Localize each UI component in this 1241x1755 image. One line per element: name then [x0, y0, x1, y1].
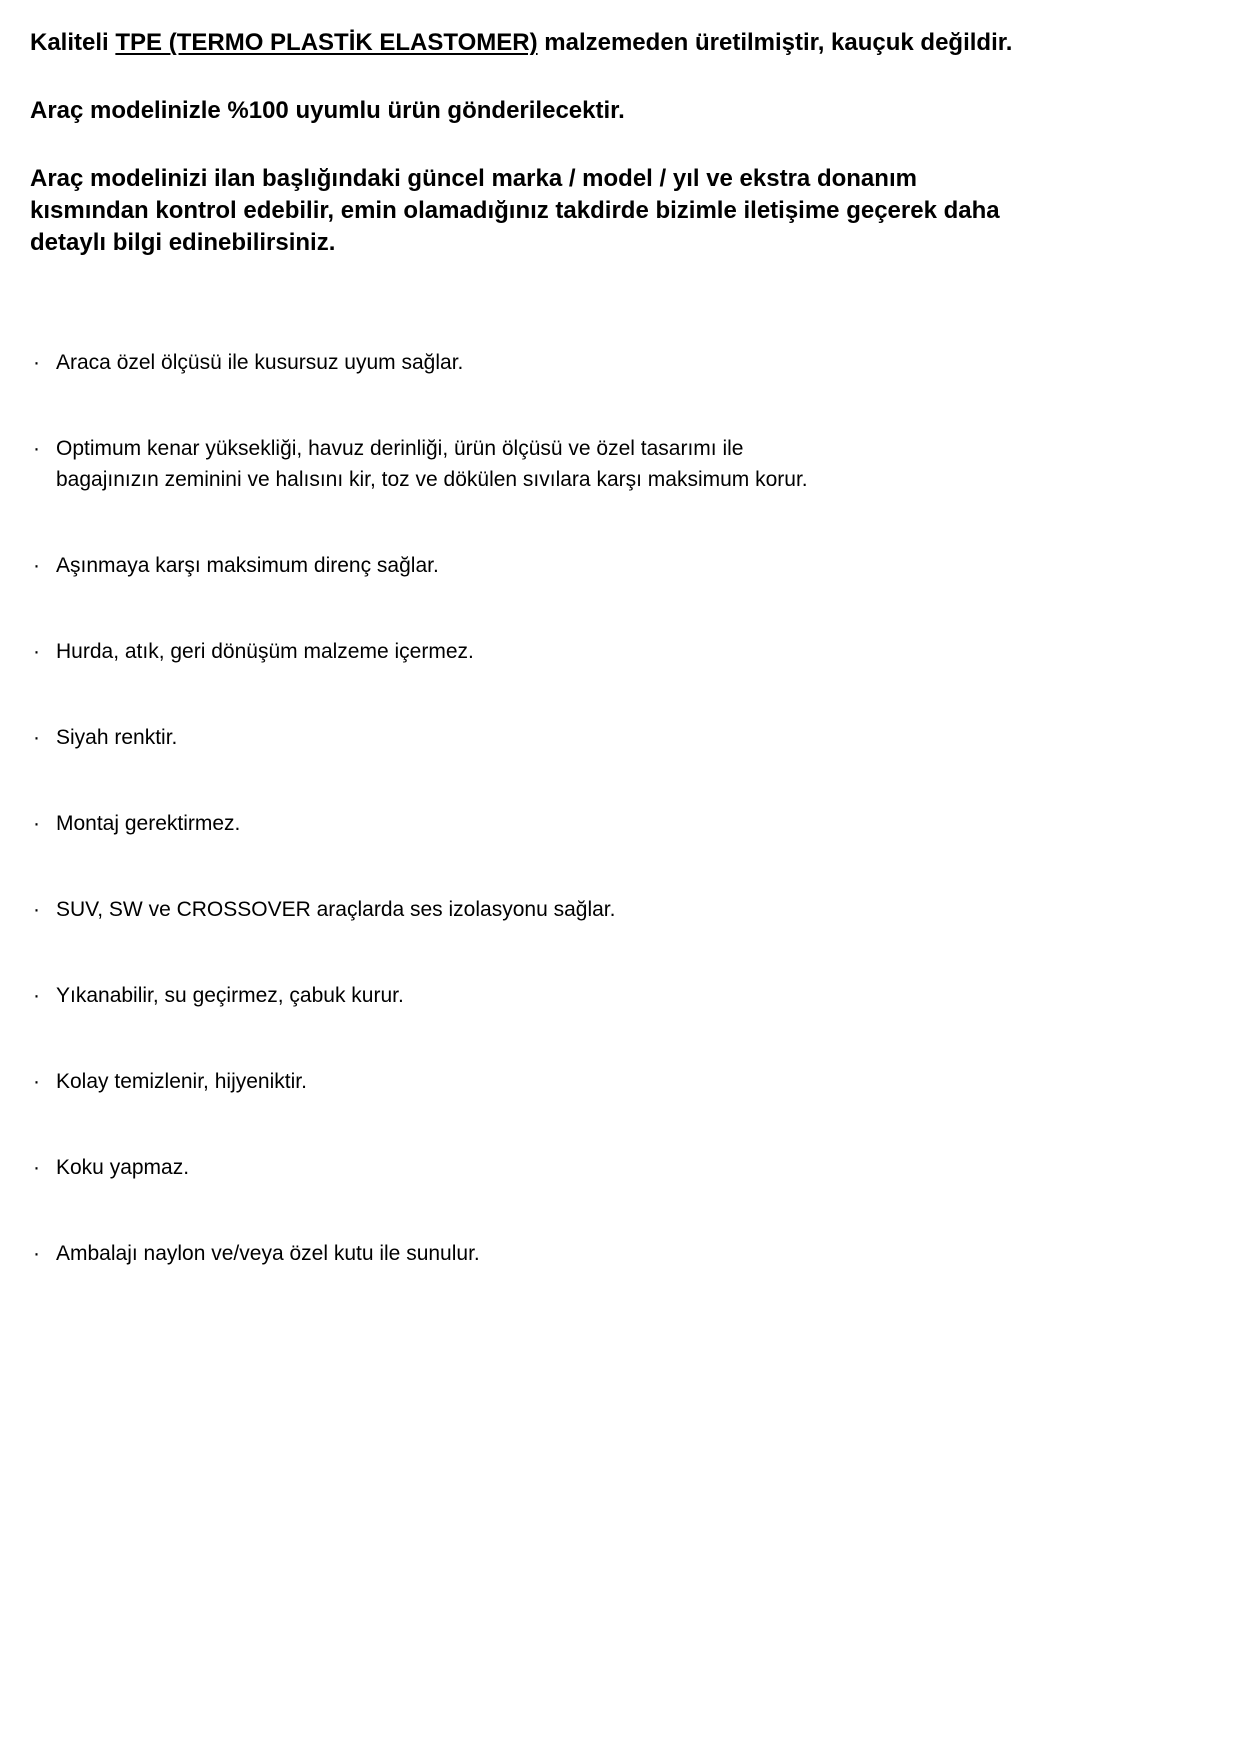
- bullet-marker: ·: [33, 984, 40, 1007]
- list-item-text: [56, 1066, 1211, 1097]
- material-name-underlined: TPE (TERMO PLASTİK ELASTOMER): [115, 29, 538, 56]
- intro-paragraph: [30, 163, 1211, 259]
- list-item-text: [56, 722, 1211, 753]
- list-item-line: SUV, SW ve CROSSOVER araçlarda ses izolasyonu sağlar.: [56, 898, 616, 921]
- list-item: [30, 347, 1211, 378]
- list-item-line: Optimum kenar yüksekliği, havuz derinliği, ürün ölçüsü ve özel tasarımı ile: [56, 437, 744, 460]
- list-item: [30, 980, 1211, 1011]
- list-item-line: Siyah renktir.: [56, 726, 178, 749]
- list-item-text: [56, 550, 1211, 581]
- list-item-line: Yıkanabilir, su geçirmez, çabuk kurur.: [56, 984, 404, 1007]
- list-item-text: [56, 1152, 1211, 1183]
- intro-line-material-prefix: Kaliteli: [30, 29, 116, 56]
- bullet-marker: ·: [33, 1156, 40, 1179]
- list-item: [30, 1152, 1211, 1183]
- list-item: [30, 894, 1211, 925]
- list-item: [30, 722, 1211, 753]
- list-item-text: [56, 808, 1211, 839]
- bullet-marker: ·: [33, 726, 40, 749]
- list-item: [30, 1066, 1211, 1097]
- list-item-line: Ambalajı naylon ve/veya özel kutu ile sunulur.: [56, 1242, 480, 1265]
- list-item: [30, 636, 1211, 667]
- bullet-marker: ·: [33, 1242, 40, 1265]
- bullet-marker: ·: [33, 437, 40, 460]
- bullet-marker: ·: [33, 640, 40, 663]
- list-item-line: Kolay temizlenir, hijyeniktir.: [56, 1070, 307, 1093]
- intro-paragraph-line: Araç modelinizi ilan başlığındaki güncel marka / model / yıl ve ekstra donanım: [30, 165, 917, 192]
- bullet-marker: ·: [33, 812, 40, 835]
- list-item-line: Koku yapmaz.: [56, 1156, 190, 1179]
- list-item-text: [56, 1238, 1211, 1269]
- list-item: [30, 1238, 1211, 1269]
- bullet-marker: ·: [33, 554, 40, 577]
- list-item-line: Araca özel ölçüsü ile kusursuz uyum sağlar.: [56, 351, 464, 374]
- list-item-line: Hurda, atık, geri dönüşüm malzeme içermez.: [56, 640, 474, 663]
- intro-line-material-suffix: malzemeden üretilmiştir, kauçuk değildir.: [537, 29, 1013, 56]
- feature-list: [30, 347, 1211, 1269]
- list-item: [30, 433, 1211, 495]
- bullet-marker: ·: [33, 351, 40, 374]
- list-item-text: [56, 894, 1211, 925]
- list-item: [30, 550, 1211, 581]
- list-item-line: Aşınmaya karşı maksimum direnç sağlar.: [56, 554, 439, 577]
- list-item-text: [56, 636, 1211, 667]
- intro-line-material: [30, 28, 1211, 58]
- bullet-marker: ·: [33, 898, 40, 921]
- list-item-text: [56, 347, 1211, 378]
- intro-paragraph-line: kısmından kontrol edebilir, emin olamadığınız takdirde bizimle iletişime geçerek daha: [30, 197, 1000, 224]
- bullet-marker: ·: [33, 1070, 40, 1093]
- list-item-line: Montaj gerektirmez.: [56, 812, 241, 835]
- intro-paragraph-line: detaylı bilgi edinebilirsiniz.: [30, 229, 336, 256]
- intro-line-compatibility: Araç modelinizle %100 uyumlu ürün gönderilecektir.: [30, 97, 625, 124]
- list-item-text: [56, 980, 1211, 1011]
- list-item-text: [56, 433, 1211, 495]
- list-item: [30, 808, 1211, 839]
- list-item-line: bagajınızın zeminini ve halısını kir, toz ve dökülen sıvılara karşı maksimum korur.: [56, 468, 808, 491]
